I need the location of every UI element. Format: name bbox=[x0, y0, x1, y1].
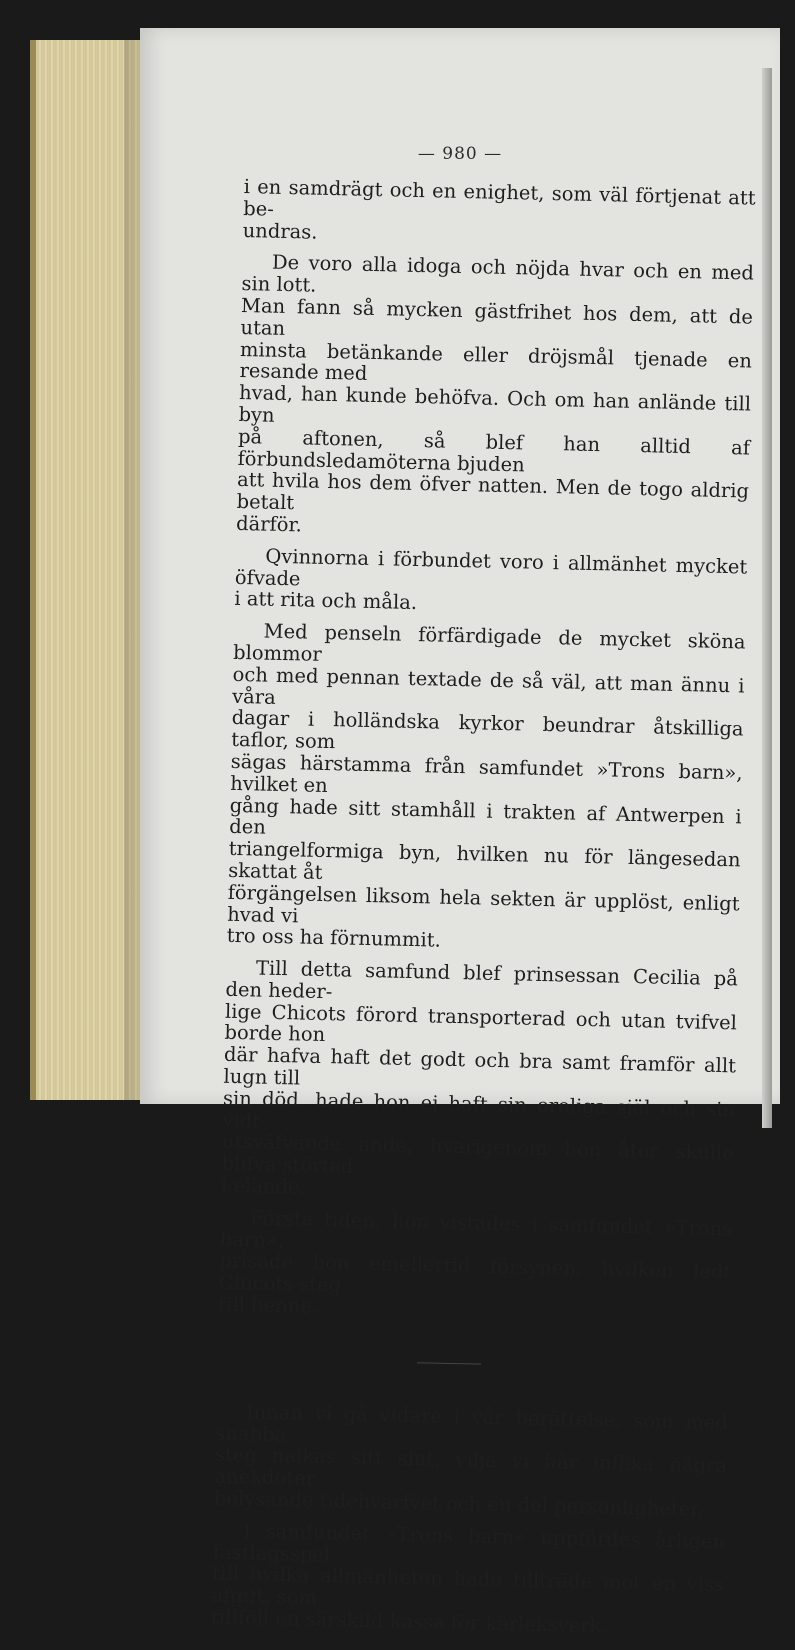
paragraph bbox=[243, 176, 756, 253]
text-line: hvad, han kunde behöfva. Och om han anlände till byn bbox=[238, 381, 752, 427]
paragraph bbox=[221, 957, 738, 1208]
text-line: Man fann så mycken gästfrihet hos dem, att de utan bbox=[240, 293, 754, 340]
paragraph bbox=[218, 1207, 732, 1328]
text-line: i elände. bbox=[220, 1173, 306, 1199]
text-line: undras. bbox=[242, 218, 318, 244]
text-line: belysande tidehvarfvet och en del personligheter. bbox=[213, 1486, 704, 1521]
text-line: minsta betänkande eller dröjsmål tjenade en resande med bbox=[239, 337, 753, 386]
text-line: tro oss ha förnummit. bbox=[226, 924, 442, 952]
paragraph bbox=[214, 1401, 728, 1522]
text-line: därför. bbox=[235, 511, 303, 537]
section-divider bbox=[417, 1362, 481, 1364]
text-line: och med pennan textade de så väl, att man ännu i våra bbox=[231, 662, 745, 709]
text-line: lige Chicots förord transporterad och utan tvifvel borde hon bbox=[224, 999, 738, 1047]
section-after-break bbox=[211, 1401, 728, 1641]
text-line: Med penseln förfärdigade de mycket sköna blommor bbox=[232, 619, 746, 666]
text-line: steg nalkas sitt slut, vilja vi här inflika några anekdoter bbox=[214, 1443, 728, 1491]
text-line: där hafva haft det godt och bra samt framför allt lugn till bbox=[223, 1043, 737, 1090]
paragraph bbox=[236, 251, 754, 546]
text-line: till hvilka allmänheten hade tillträde mot en viss afgift, som bbox=[211, 1562, 725, 1610]
text-line: Innan vi gå vidare i vår berättelse, som med snabba bbox=[215, 1400, 729, 1446]
paragraph bbox=[234, 545, 747, 622]
text-line: i att rita och måla. bbox=[234, 587, 418, 615]
page-sheet bbox=[140, 28, 780, 1638]
text-line: till henne. bbox=[218, 1292, 319, 1319]
text-line: sin död, hade hon ej haft sin oroliga själ och sin vidt- bbox=[222, 1086, 736, 1133]
page-right-edge bbox=[762, 68, 772, 1128]
text-line: utsväfvande ande, hvarigenom hon åter skulle blifva störtad bbox=[221, 1130, 735, 1179]
text-line: De voro alla idoga och nöjda hvar och en med sin lott. bbox=[241, 251, 755, 297]
text-line: triangelformiga byn, hvilken nu för längesedan skattat åt bbox=[227, 836, 741, 884]
text-line: I samfundet »Trons barn» uppfördes årligen fastlagsspel bbox=[212, 1519, 726, 1566]
text-line: Till detta samfund blef prinsessan Cecilia på den heder- bbox=[225, 956, 739, 1004]
text-line: Första tiden, hon vistades i samfundet »Trons barn», bbox=[219, 1206, 733, 1252]
paragraph bbox=[227, 620, 746, 958]
text-line: gång hade sitt stamhåll i trakten af Antwerpen i den bbox=[228, 793, 742, 839]
text-line: dagar i holländska kyrkor beundrar åtskilliga taflor, som bbox=[230, 706, 744, 754]
body-text bbox=[211, 176, 756, 1650]
text-line: förgängelsen liksom hela sekten är upplöst, enligt hvad vi bbox=[226, 880, 740, 927]
text-line: tillföll en särskild kassa för kärleksverk. bbox=[211, 1605, 608, 1638]
section-before-break bbox=[218, 176, 756, 1327]
text-line: att hvila hos dem öfver natten. Men de togo aldrig betalt bbox=[236, 468, 750, 515]
text-line: på aftonen, så blef han alltid af förbundsledamöterna bjuden bbox=[237, 424, 751, 477]
text-line: i en samdrägt och en enighet, som väl förtjenat att be- bbox=[243, 175, 756, 221]
text-line: prisade hon emellertid försynen, hvilken ledt Chicots steg bbox=[218, 1249, 732, 1297]
page-number: — 980 — bbox=[417, 144, 503, 164]
paragraph bbox=[211, 1519, 725, 1640]
text-line: Qvinnorna i förbundet voro i allmänhet mycket öfvade bbox=[234, 544, 748, 590]
text-line: sägas härstamma från samfundet »Trons barn», hvilket en bbox=[229, 749, 743, 797]
